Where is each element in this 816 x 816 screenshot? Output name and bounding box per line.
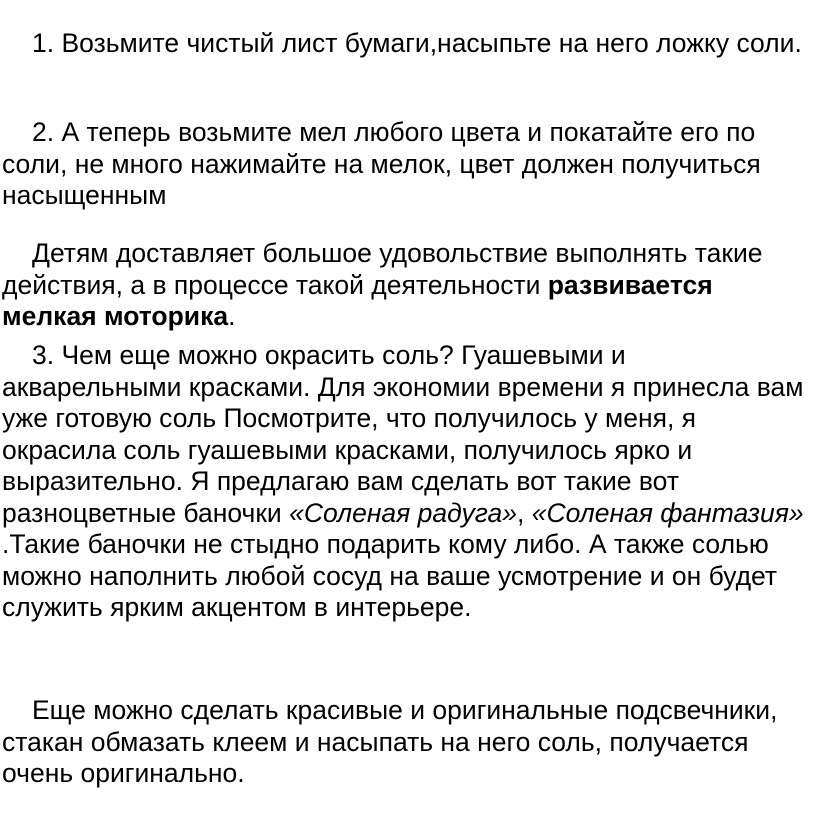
paragraph-benefit — [2, 238, 812, 333]
paragraph-step-1: 1. Возьмите чистый лист бумаги,насыпьте на него ложку соли. — [32, 28, 802, 58]
benefit-period: . — [228, 301, 236, 331]
paragraph-candlesticks: Еще можно сделать красивые и оригинальные подсвечники, стакан обмазать клеем и насыпать на него соль, получается очень оригинально. — [2, 695, 778, 788]
paragraph-step-2: 2. А теперь возьмите мел любого цвета и покатайте его по соли, не много нажимайте на мелок, цвет должен получиться насыщенным — [2, 117, 761, 210]
step-3-text-end: .Такие баночки не стыдно подарить кому либо. А также солью можно наполнить любой сосуд на ваше усмотрение и он будет служить ярким акцентом в интерьере. — [2, 529, 778, 622]
title-separator: , — [517, 497, 532, 528]
benefit-text: Детям доставляет большое удовольствие выполнять такие действия, а в процессе такой деятельности — [2, 238, 763, 300]
benefit-bold-phrase: развивается мелкая моторика — [2, 269, 713, 331]
step-3-text: 3. Чем еще можно окрасить соль? Гуашевыми и акварельными красками. Для экономии времени я принесла вам уже готовую соль Посмотрите, что получилось у меня, я окрасила соль гуашевыми красками, получилось ярко и выразительно. Я предлагаю вам сделать вот такие вот разноцветные баночки — [2, 340, 804, 528]
paragraph-step-3 — [2, 340, 812, 624]
title-salt-rainbow: «Соленая радуга» — [289, 497, 517, 528]
title-salt-fantasy: «Соленая фантазия» — [531, 497, 804, 528]
